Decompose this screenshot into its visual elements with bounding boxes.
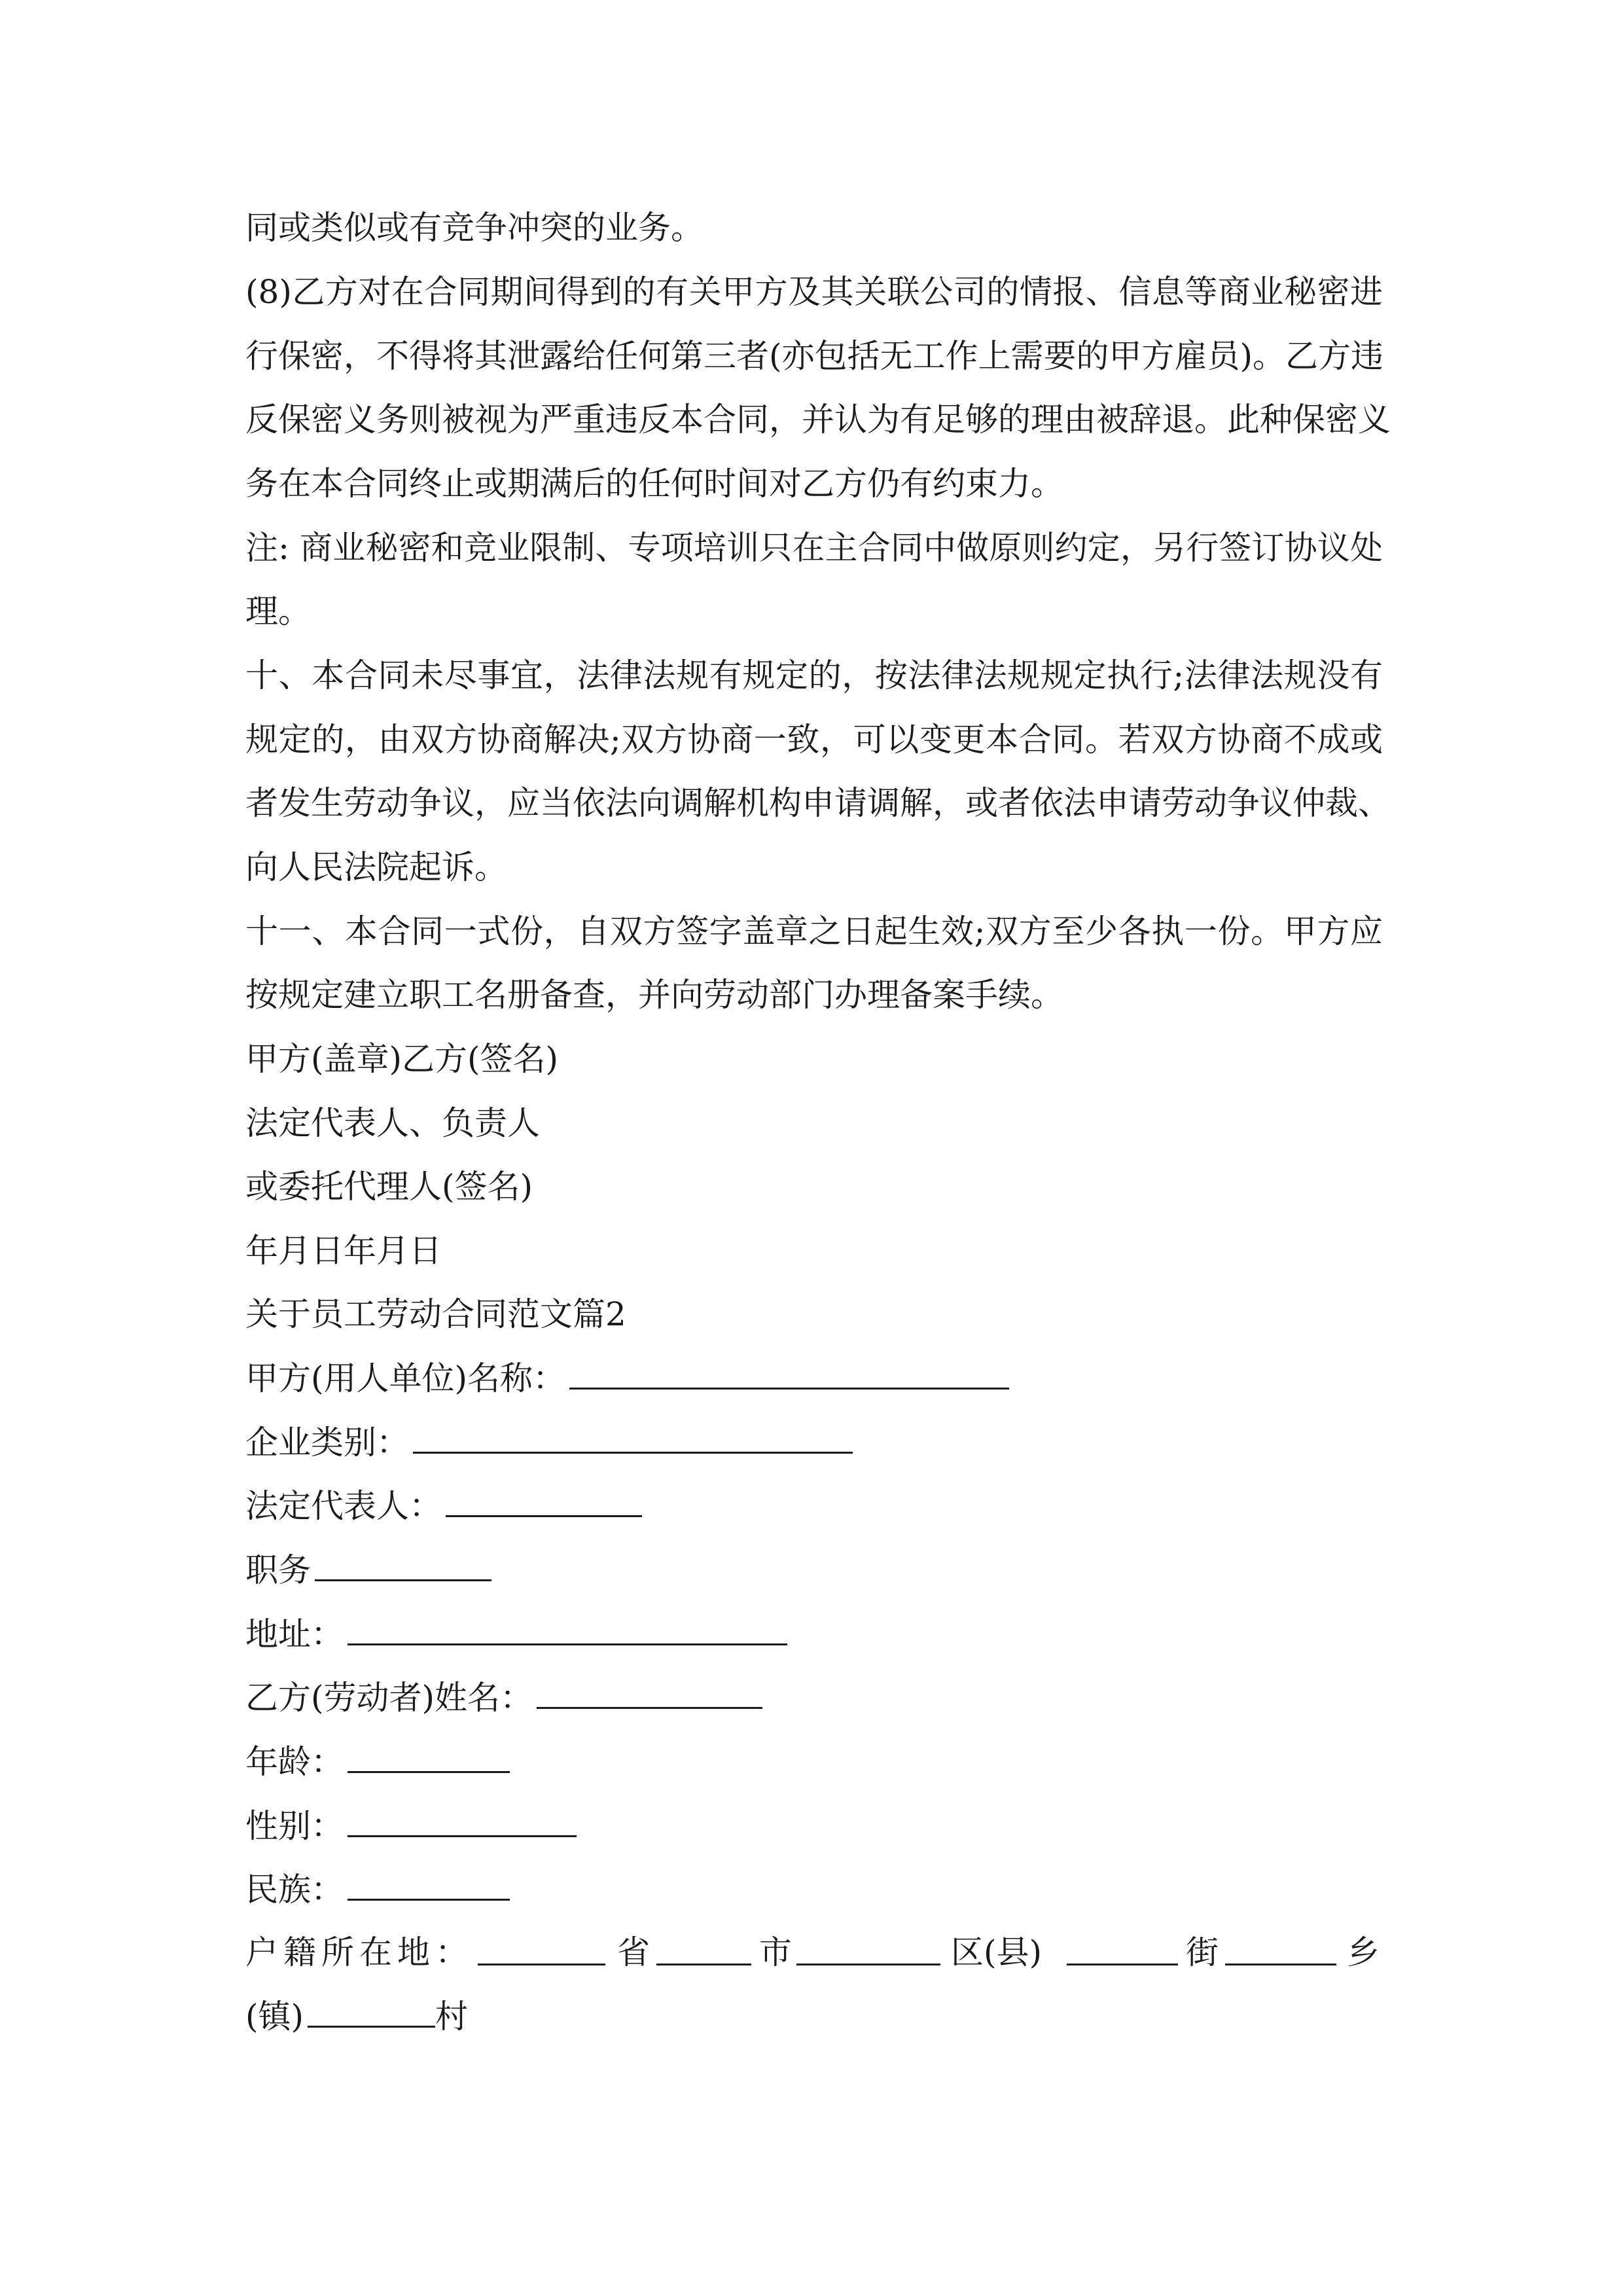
agent-line: 或委托代理人(签名) — [245, 1168, 533, 1206]
blank-line[interactable] — [348, 1806, 577, 1837]
note-line: 注: 商业秘密和竞业限制、专项培训只在主合同中做原则约定，另行签订协议处 — [245, 529, 1383, 567]
ethnicity-field — [245, 1867, 510, 1912]
text-line: 规定的，由双方协商解决;双方协商一致，可以变更本合同。若双方协商不成或 — [245, 721, 1383, 759]
village-label: 村 — [435, 1998, 469, 2036]
legal-rep-line: 法定代表人、负责人 — [245, 1104, 540, 1142]
clause-ten: 十、本合同未尽事宜，法律法规有规定的，按法律法规规定执行;法律法规没有 — [245, 656, 1383, 694]
section-title: 关于员工劳动合同范文篇2 — [245, 1295, 626, 1333]
enterprise-type-field — [245, 1420, 853, 1465]
street-blank[interactable] — [1067, 1964, 1178, 1965]
blank-line[interactable] — [348, 1615, 787, 1645]
age-field — [245, 1739, 510, 1785]
city-label: 市 — [759, 1933, 792, 1971]
text-line: 行保密，不得将其泄露给任何第三者(亦包括无工作上需要的甲方雇员)。乙方违 — [245, 337, 1384, 375]
township-label: 乡 — [1347, 1933, 1380, 1971]
street-label: 街 — [1186, 1933, 1219, 1971]
text-line: 反保密义务则被视为严重违反本合同，并认为有足够的理由被辞退。此种保密义 — [245, 401, 1391, 439]
district-blank[interactable] — [796, 1964, 940, 1965]
signature-parties: 甲方(盖章)乙方(签名) — [245, 1040, 559, 1078]
blank-line[interactable] — [348, 1870, 510, 1901]
gender-field — [245, 1803, 577, 1849]
province-label: 省 — [617, 1933, 650, 1971]
blank-line[interactable] — [348, 1742, 510, 1773]
field-label: 年龄： — [245, 1743, 344, 1781]
household-registration-field — [245, 1929, 1383, 1975]
province-blank[interactable] — [478, 1964, 605, 1965]
blank-line[interactable] — [315, 1551, 491, 1581]
text-line: 同或类似或有竞争冲突的业务。 — [245, 209, 704, 247]
text-line: 向人民法院起诉。 — [245, 848, 507, 886]
text-line: (8)乙方对在合同期间得到的有关甲方及其关联公司的情报、信息等商业秘密进 — [245, 273, 1383, 311]
township-blank[interactable] — [1225, 1964, 1336, 1965]
town-label: (镇) — [245, 1998, 304, 2036]
district-label: 区(县) — [951, 1933, 1043, 1971]
field-label: 户籍所在地： — [245, 1933, 473, 1971]
date-line: 年月日年月日 — [245, 1232, 442, 1270]
clause-eleven: 十一、本合同一式份，自双方签字盖章之日起生效;双方至少各执一份。甲方应 — [245, 912, 1383, 950]
text-line: 按规定建立职工名册备查，并向劳动部门办理备案手续。 — [245, 976, 1063, 1014]
blank-line[interactable] — [446, 1486, 642, 1517]
field-label: 乙方(劳动者)姓名： — [245, 1679, 533, 1717]
blank-line[interactable] — [413, 1423, 853, 1454]
position-field — [245, 1547, 491, 1593]
employer-name-field — [245, 1355, 1009, 1401]
blank-line[interactable] — [537, 1678, 762, 1709]
village-field — [245, 1994, 468, 2039]
worker-name-field — [245, 1675, 762, 1721]
field-label: 企业类别： — [245, 1424, 409, 1462]
city-blank[interactable] — [656, 1964, 751, 1965]
field-label: 性别： — [245, 1807, 344, 1845]
field-label: 甲方(用人单位)名称： — [245, 1359, 566, 1397]
address-field — [245, 1611, 787, 1657]
legal-rep-field — [245, 1483, 642, 1529]
blank-line[interactable] — [569, 1359, 1009, 1390]
town-blank[interactable] — [308, 1997, 435, 2028]
field-label: 民族： — [245, 1871, 344, 1909]
field-label: 法定代表人： — [245, 1487, 442, 1525]
text-line: 理。 — [245, 592, 311, 630]
text-line: 务在本合同终止或期满后的任何时间对乙方仍有约束力。 — [245, 465, 1063, 503]
field-label: 职务 — [245, 1551, 311, 1589]
field-label: 地址： — [245, 1615, 344, 1653]
text-line: 者发生劳动争议，应当依法向调解机构申请调解，或者依法申请劳动争议仲裁、 — [245, 784, 1391, 822]
